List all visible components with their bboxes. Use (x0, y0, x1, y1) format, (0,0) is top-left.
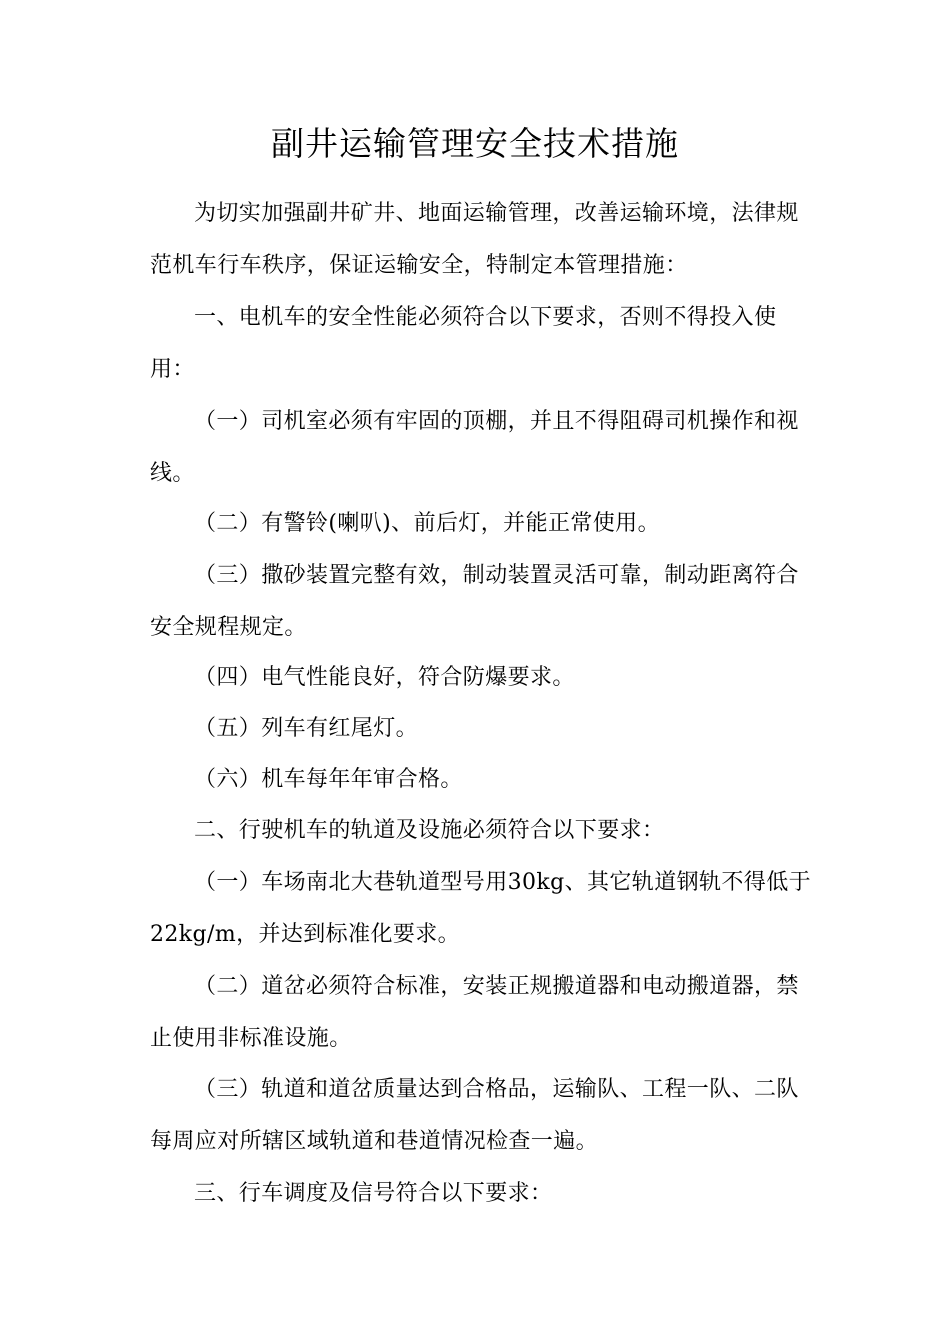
paragraph-line: 线。 (150, 461, 195, 486)
paragraph-line: 用： (150, 357, 195, 382)
paragraph-line: （一）司机室必须有牢固的顶棚，并且不得阻碍司机操作和视 (194, 409, 799, 434)
paragraph-line: 每周应对所辖区域轨道和巷道情况检查一遍。 (150, 1129, 599, 1154)
paragraph-line: （三）撒砂装置完整有效，制动装置灵活可靠，制动距离符合 (194, 563, 799, 588)
paragraph-line: 范机车行车秩序，保证运输安全，特制定本管理措施： (150, 253, 688, 278)
paragraph-line: 二、行驶机车的轨道及设施必须符合以下要求： (194, 818, 665, 843)
paragraph-line: 止使用非标准设施。 (150, 1026, 352, 1051)
paragraph-line: 安全规程规定。 (150, 615, 307, 640)
paragraph-line: （三）轨道和道岔质量达到合格品，运输队、工程一队、二队 (194, 1077, 799, 1102)
paragraph-line: 三、行车调度及信号符合以下要求： (194, 1181, 553, 1206)
paragraph-line: （六）机车每年年审合格。 (194, 767, 463, 792)
paragraph-line: （四）电气性能良好，符合防爆要求。 (194, 665, 575, 690)
paragraph-line: 为切实加强副井矿井、地面运输管理，改善运输环境，法律规 (194, 201, 799, 226)
paragraph-line: （二）道岔必须符合标准，安装正规搬道器和电动搬道器，禁 (194, 974, 799, 999)
paragraph-line: 一、电机车的安全性能必须符合以下要求，否则不得投入使 (194, 305, 777, 330)
paragraph-line: （五）列车有红尾灯。 (194, 716, 419, 741)
paragraph-line: 22kg/m，并达到标准化要求。 (150, 922, 461, 947)
document-title: 副井运输管理安全技术措施 (271, 124, 679, 163)
paragraph-line: （二）有警铃(喇叭)、前后灯，并能正常使用。 (194, 511, 660, 536)
paragraph-line: （一）车场南北大巷轨道型号用30kg、其它轨道钢轨不得低于 (194, 870, 812, 895)
